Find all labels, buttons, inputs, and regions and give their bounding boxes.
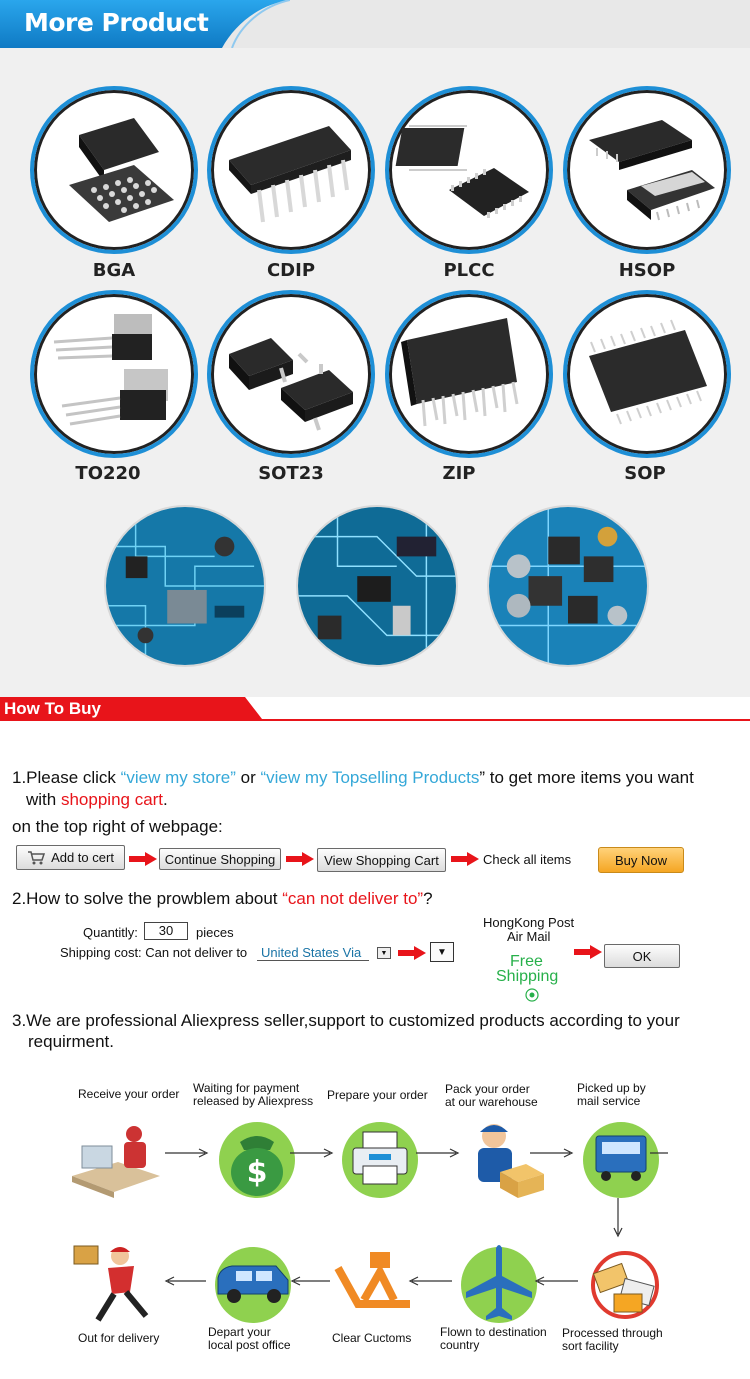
shopping-cart-text: shopping cart	[60, 790, 164, 809]
step1-mid: or	[235, 768, 261, 787]
package-cdip[interactable]	[207, 86, 375, 254]
flow-arrow-left-icon	[408, 1276, 452, 1286]
desk-worker-icon	[68, 1110, 162, 1204]
ok-button[interactable]: OK	[604, 944, 680, 968]
step-out-for-delivery-label: Out for delivery	[78, 1331, 160, 1345]
view-my-store-link[interactable]: “view my store”	[120, 768, 236, 787]
country-select[interactable]: United States Via	[257, 945, 369, 961]
radio-selected-icon[interactable]	[525, 988, 539, 1002]
red-arrow-icon	[129, 852, 157, 866]
country-dropdown-icon[interactable]: ▼	[377, 947, 391, 959]
package-sot23[interactable]	[207, 290, 375, 458]
add-to-cart-label: Add to cert	[51, 850, 114, 865]
cdip-chip-icon	[211, 90, 371, 250]
cart-icon	[27, 851, 45, 865]
step1-line2	[26, 790, 168, 810]
package-label-plcc: PLCC	[443, 260, 495, 281]
add-to-cart-button[interactable]	[16, 845, 125, 870]
red-arrow-icon	[286, 852, 314, 866]
buy-now-button[interactable]: Buy Now	[598, 847, 684, 873]
step1-line2-prefix: with	[26, 790, 61, 809]
step2-suffix: ?	[423, 889, 433, 908]
svg-text:$: $	[246, 1155, 268, 1190]
can-not-deliver-text: “can not deliver to”	[282, 889, 424, 908]
flow-arrow-left-icon	[534, 1276, 578, 1286]
step-picked-up-label: Picked up by mail service	[577, 1081, 646, 1108]
step-waiting-payment-label: Waiting for payment released by Aliexpress	[193, 1081, 314, 1108]
package-bga[interactable]	[30, 86, 198, 254]
step1-line3: on the top right of webpage:	[12, 817, 223, 836]
circuit-board-photo-1	[104, 505, 266, 667]
free-label: Free	[510, 953, 543, 970]
running-courier-icon	[68, 1238, 162, 1332]
step-receive-order-label: Receive your order	[78, 1087, 180, 1101]
step-pack-order-label: Pack your order at our warehouse	[445, 1082, 538, 1109]
package-to220[interactable]	[30, 290, 198, 458]
red-arrow-icon	[398, 946, 426, 960]
hsop-chip-icon	[567, 90, 727, 250]
package-label-sot23: SOT23	[258, 463, 324, 484]
step1-prefix: 1.Please click	[12, 768, 121, 787]
sot23-transistor-icon	[211, 294, 371, 454]
how-to-buy-title: How To Buy	[4, 699, 101, 718]
check-all-items-text: Check all items	[483, 852, 572, 867]
package-label-cdip: CDIP	[266, 260, 316, 281]
shipping-label: Shipping	[496, 968, 559, 985]
van-icon	[206, 1238, 300, 1332]
package-hsop[interactable]	[563, 86, 731, 254]
more-product-title: More Product	[24, 8, 209, 37]
pieces-label: pieces	[196, 925, 234, 940]
step1-suffix: ” to get more items you want	[479, 768, 694, 787]
red-arrow-icon	[451, 852, 479, 866]
plcc-chip-icon	[389, 90, 549, 250]
package-plcc[interactable]	[385, 86, 553, 254]
step1-line1	[12, 768, 694, 788]
flow-line-icon	[650, 1148, 670, 1158]
continue-shopping-button[interactable]: Continue Shopping	[159, 848, 281, 870]
quantity-label: Quantitly:	[83, 925, 138, 940]
package-label-hsop: HSOP	[618, 260, 676, 281]
view-shopping-cart-button[interactable]: View Shopping Cart	[317, 848, 446, 872]
step-prepare-order-label: Prepare your order	[327, 1088, 428, 1102]
step2-prefix: 2.How to solve the prowblem about	[12, 889, 283, 908]
circuit-board-photo-3	[487, 505, 649, 667]
quantity-input[interactable]: 30	[144, 922, 188, 940]
step3-line2: requirment.	[28, 1032, 114, 1051]
mail-sort-icon	[578, 1238, 672, 1332]
flow-arrow-icon	[290, 1148, 334, 1158]
airplane-icon	[452, 1238, 546, 1332]
hongkong-post-label: HongKong Post	[483, 915, 575, 930]
flow-arrow-icon	[530, 1148, 574, 1158]
step-flown-destination-label: Flown to destination country	[440, 1325, 547, 1352]
package-label-to220: TO220	[75, 463, 141, 484]
bga-chip-icon	[34, 90, 194, 250]
printer-icon	[333, 1110, 427, 1204]
sop-chip-icon	[567, 294, 727, 454]
to220-transistor-icon	[34, 294, 194, 454]
view-topselling-link[interactable]: “view my Topselling Products	[260, 768, 480, 787]
zip-chip-icon	[389, 294, 549, 454]
how-to-buy-banner	[0, 697, 750, 723]
package-label-zip: ZIP	[442, 463, 476, 484]
package-label-sop: SOP	[624, 463, 666, 484]
step2-line	[12, 889, 433, 909]
flow-arrow-down-icon	[612, 1198, 624, 1238]
package-sop[interactable]	[563, 290, 731, 458]
air-mail-label: Air Mail	[507, 929, 551, 944]
flow-arrow-left-icon	[290, 1276, 330, 1286]
flow-arrow-left-icon	[164, 1276, 206, 1286]
step1-line2-suffix: .	[163, 790, 168, 809]
package-label-bga: BGA	[92, 260, 136, 281]
step3-line1: 3.We are professional Aliexpress seller,support to customized products according to your	[12, 1011, 680, 1030]
flow-arrow-icon	[165, 1148, 209, 1158]
step-processed-sort-label: Processed through sort facility	[562, 1326, 663, 1353]
package-zip[interactable]	[385, 290, 553, 458]
circuit-board-photo-2	[296, 505, 458, 667]
step-clear-customs-label: Clear Cuctoms	[332, 1331, 412, 1345]
flow-arrow-icon	[416, 1148, 460, 1158]
shipping-cost-label: Shipping cost: Can not deliver to	[60, 945, 248, 960]
step-depart-post-office-label: Depart your local post office	[208, 1325, 291, 1352]
red-arrow-icon	[574, 945, 602, 959]
shipping-dropdown-icon[interactable]: ▼	[430, 942, 454, 962]
